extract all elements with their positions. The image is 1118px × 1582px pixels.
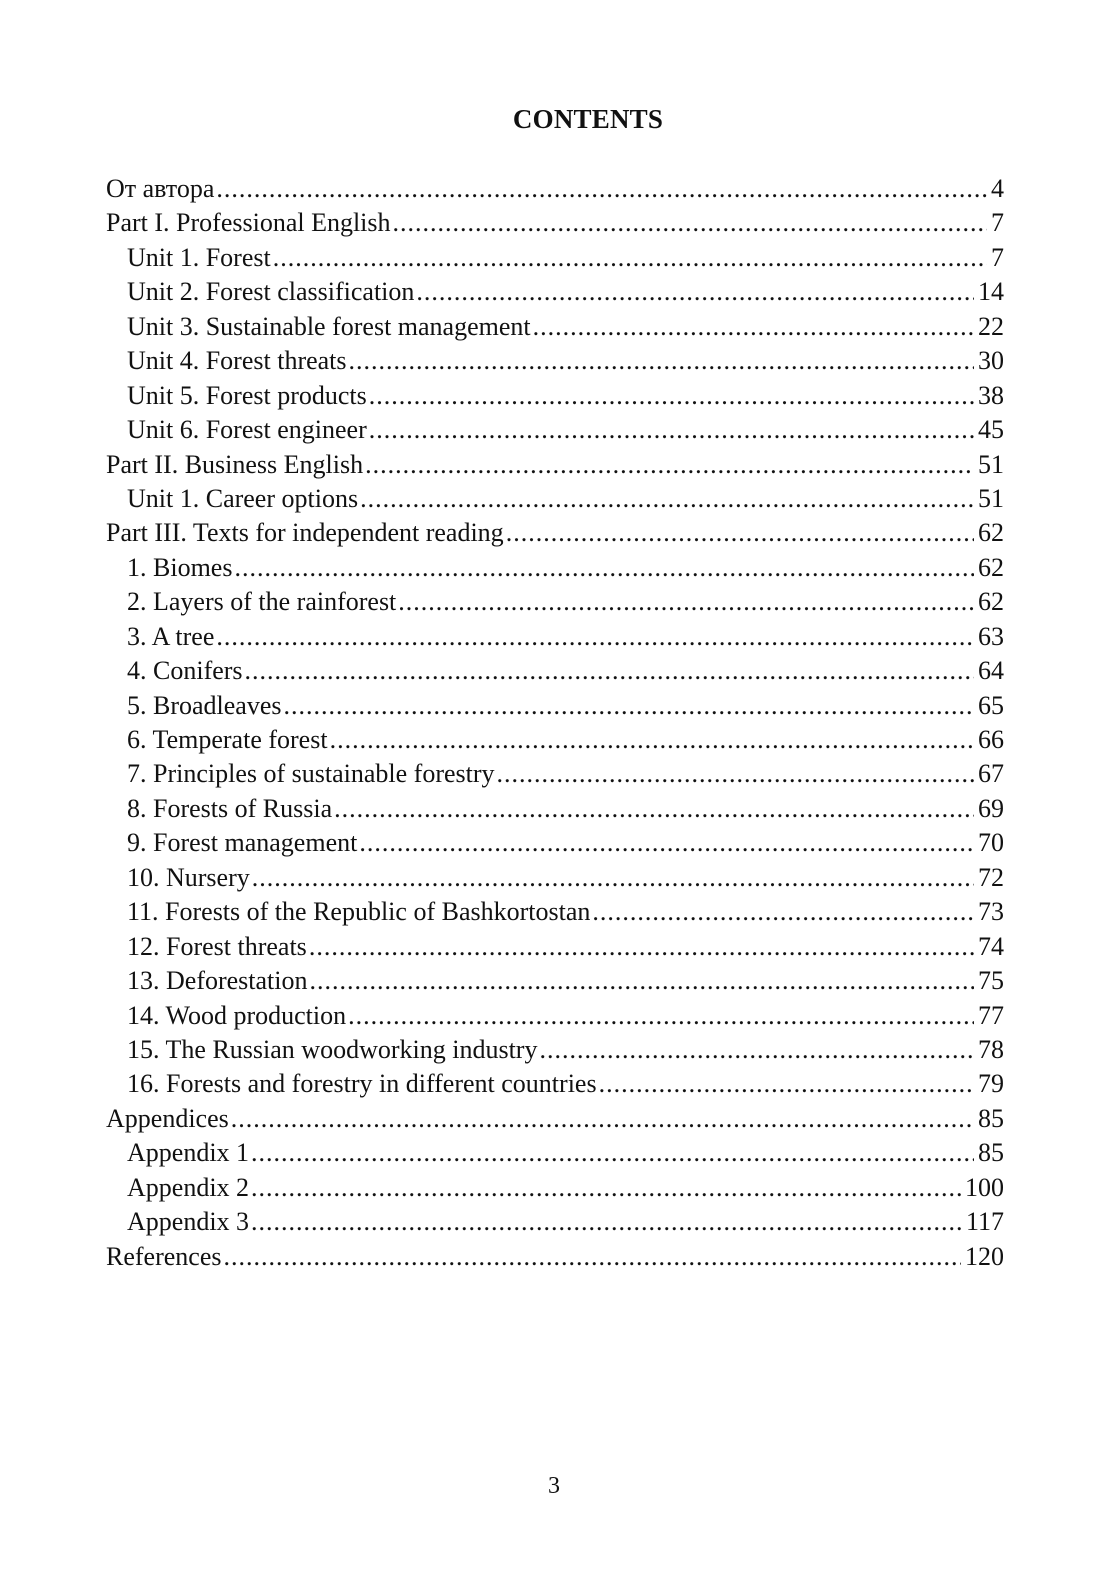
toc-entry-page: 66 bbox=[978, 725, 1004, 754]
toc-entry bbox=[106, 241, 1004, 275]
toc-entry-page: 85 bbox=[978, 1138, 1004, 1168]
toc-entry-title: 4. Conifers bbox=[127, 656, 243, 686]
toc-entry-page: 64 bbox=[978, 656, 1004, 686]
toc-entry bbox=[106, 516, 1004, 550]
toc-entry bbox=[106, 1205, 1004, 1239]
toc-dot-leader bbox=[273, 241, 987, 275]
toc-entry-page: 14 bbox=[978, 277, 1004, 307]
toc-entry-title: 9. Forest management bbox=[127, 828, 358, 858]
toc-dot-leader bbox=[592, 895, 974, 929]
toc-entry-title: References bbox=[106, 1241, 222, 1271]
toc-entry-page: 73 bbox=[978, 897, 1004, 927]
contents-heading: CONTENTS bbox=[512, 104, 664, 134]
toc-dot-leader bbox=[393, 206, 987, 240]
toc-entry-page: 62 bbox=[978, 552, 1004, 582]
toc-dot-leader bbox=[309, 930, 974, 964]
toc-entry-title: 14. Wood production bbox=[127, 1000, 347, 1030]
toc-entry-title: Unit 4. Forest threats bbox=[127, 346, 347, 376]
toc-dot-leader bbox=[251, 1136, 974, 1170]
toc-entry-title: 10. Nursery bbox=[127, 862, 250, 892]
toc-entry-title: Appendix 2 bbox=[127, 1172, 250, 1202]
toc-entry-page: 7 bbox=[991, 208, 1004, 238]
toc-entry-page: 67 bbox=[978, 759, 1004, 789]
toc-dot-leader bbox=[330, 723, 974, 757]
toc-dot-leader bbox=[416, 275, 974, 309]
toc-entry bbox=[106, 723, 1004, 757]
toc-entry-page: 100 bbox=[965, 1172, 1004, 1202]
toc-entry-title: 8. Forests of Russia bbox=[127, 793, 333, 823]
toc-entry bbox=[106, 585, 1004, 619]
toc-dot-leader bbox=[251, 1205, 962, 1239]
toc-entry-page: 72 bbox=[978, 862, 1004, 892]
toc-entry bbox=[106, 999, 1004, 1033]
toc-entry-title: 7. Principles of sustainable forestry bbox=[127, 759, 495, 789]
toc-entry-page: 77 bbox=[978, 1000, 1004, 1030]
toc-entry bbox=[106, 930, 1004, 964]
toc-entry-title: Appendix 3 bbox=[127, 1207, 250, 1237]
toc-entry-title: Part I. Professional English bbox=[106, 208, 391, 238]
toc-entry-page: 69 bbox=[978, 793, 1004, 823]
toc-entry bbox=[106, 551, 1004, 585]
toc-entry-title: 6. Temperate forest bbox=[127, 725, 328, 754]
table-of-contents bbox=[106, 172, 1004, 1274]
toc-entry-page: 51 bbox=[978, 449, 1004, 479]
toc-dot-leader bbox=[284, 689, 974, 723]
toc-dot-leader bbox=[398, 585, 974, 619]
page-number: 3 bbox=[548, 1473, 560, 1499]
toc-entry bbox=[106, 379, 1004, 413]
toc-entry-page: 117 bbox=[965, 1207, 1004, 1237]
toc-entry bbox=[106, 1171, 1004, 1205]
toc-entry-page: 38 bbox=[978, 380, 1004, 410]
toc-dot-leader bbox=[539, 1033, 974, 1067]
toc-entry-title: 5. Broadleaves bbox=[127, 690, 282, 720]
toc-entry-title: 1. Biomes bbox=[127, 552, 233, 582]
toc-dot-leader bbox=[231, 1102, 974, 1136]
toc-entry bbox=[106, 482, 1004, 516]
toc-entry bbox=[106, 861, 1004, 895]
toc-entry bbox=[106, 792, 1004, 826]
toc-entry-page: 85 bbox=[978, 1103, 1004, 1133]
toc-entry bbox=[106, 1067, 1004, 1101]
toc-entry-title: Unit 6. Forest engineer bbox=[127, 415, 367, 445]
toc-dot-leader bbox=[252, 861, 974, 895]
toc-entry bbox=[106, 1136, 1004, 1170]
toc-entry bbox=[106, 448, 1004, 482]
toc-entry-title: Unit 1. Forest bbox=[127, 242, 271, 272]
toc-entry bbox=[106, 964, 1004, 998]
toc-entry-title: Unit 3. Sustainable forest management bbox=[127, 311, 531, 341]
toc-dot-leader bbox=[349, 344, 974, 378]
toc-entry-title: 12. Forest threats bbox=[127, 931, 307, 961]
toc-entry-page: 65 bbox=[978, 690, 1004, 720]
toc-entry bbox=[106, 689, 1004, 723]
toc-entry bbox=[106, 344, 1004, 378]
toc-dot-leader bbox=[348, 999, 974, 1033]
toc-entry-title: Unit 5. Forest products bbox=[127, 380, 367, 410]
toc-dot-leader bbox=[497, 757, 974, 791]
toc-entry-title: Part III. Texts for independent reading bbox=[106, 518, 504, 548]
toc-dot-leader bbox=[216, 172, 987, 206]
toc-entry bbox=[106, 1240, 1004, 1274]
toc-entry bbox=[106, 620, 1004, 654]
toc-entry-title: Unit 2. Forest classification bbox=[127, 277, 415, 307]
toc-entry-title: 15. The Russian woodworking industry bbox=[127, 1034, 538, 1064]
toc-entry bbox=[106, 1033, 1004, 1067]
toc-entry-page: 4 bbox=[991, 174, 1004, 203]
toc-dot-leader bbox=[365, 448, 974, 482]
toc-entry-title: От автора bbox=[106, 174, 215, 203]
toc-entry-page: 45 bbox=[978, 415, 1004, 445]
toc-dot-leader bbox=[234, 551, 974, 585]
toc-entry bbox=[106, 826, 1004, 860]
toc-entry bbox=[106, 206, 1004, 240]
toc-dot-leader bbox=[245, 654, 974, 688]
toc-entry bbox=[106, 654, 1004, 688]
toc-entry-page: 120 bbox=[965, 1241, 1004, 1271]
toc-entry-title: 11. Forests of the Republic of Bashkortostan bbox=[127, 897, 591, 927]
toc-entry-title: 16. Forests and forestry in different countries bbox=[127, 1069, 597, 1099]
toc-entry-page: 78 bbox=[978, 1034, 1004, 1064]
toc-entry-title: Appendices bbox=[106, 1103, 229, 1133]
toc-dot-leader bbox=[360, 482, 974, 516]
toc-entry-page: 70 bbox=[978, 828, 1004, 858]
toc-entry-title: 13. Deforestation bbox=[127, 966, 308, 996]
toc-entry bbox=[106, 275, 1004, 309]
toc-entry bbox=[106, 757, 1004, 791]
toc-dot-leader bbox=[506, 516, 974, 550]
toc-dot-leader bbox=[310, 964, 974, 998]
toc-entry-page: 7 bbox=[991, 242, 1004, 272]
toc-entry-page: 51 bbox=[978, 483, 1004, 513]
toc-entry-title: Unit 1. Career options bbox=[127, 483, 359, 513]
toc-dot-leader bbox=[223, 1240, 961, 1274]
toc-entry-page: 62 bbox=[978, 587, 1004, 617]
toc-dot-leader bbox=[251, 1171, 961, 1205]
toc-entry-page: 62 bbox=[978, 518, 1004, 548]
toc-entry bbox=[106, 895, 1004, 929]
toc-dot-leader bbox=[599, 1067, 974, 1101]
toc-entry-page: 22 bbox=[978, 311, 1004, 341]
toc-entry-page: 79 bbox=[978, 1069, 1004, 1099]
toc-entry-page: 30 bbox=[978, 346, 1004, 376]
toc-dot-leader bbox=[216, 620, 974, 654]
toc-entry-title: 3. A tree bbox=[127, 621, 215, 651]
toc-entry-title: 2. Layers of the rainforest bbox=[127, 587, 397, 617]
toc-entry-title: Part II. Business English bbox=[106, 449, 364, 479]
toc-dot-leader bbox=[334, 792, 974, 826]
toc-entry-page: 75 bbox=[978, 966, 1004, 996]
toc-entry-page: 63 bbox=[978, 621, 1004, 651]
toc-entry bbox=[106, 1102, 1004, 1136]
toc-entry bbox=[106, 172, 1004, 206]
toc-dot-leader bbox=[359, 826, 974, 860]
toc-entry bbox=[106, 310, 1004, 344]
toc-entry bbox=[106, 413, 1004, 447]
toc-entry-title: Appendix 1 bbox=[127, 1138, 250, 1168]
toc-entry-page: 74 bbox=[978, 931, 1004, 961]
toc-dot-leader bbox=[369, 379, 974, 413]
toc-dot-leader bbox=[533, 310, 974, 344]
toc-dot-leader bbox=[369, 413, 974, 447]
